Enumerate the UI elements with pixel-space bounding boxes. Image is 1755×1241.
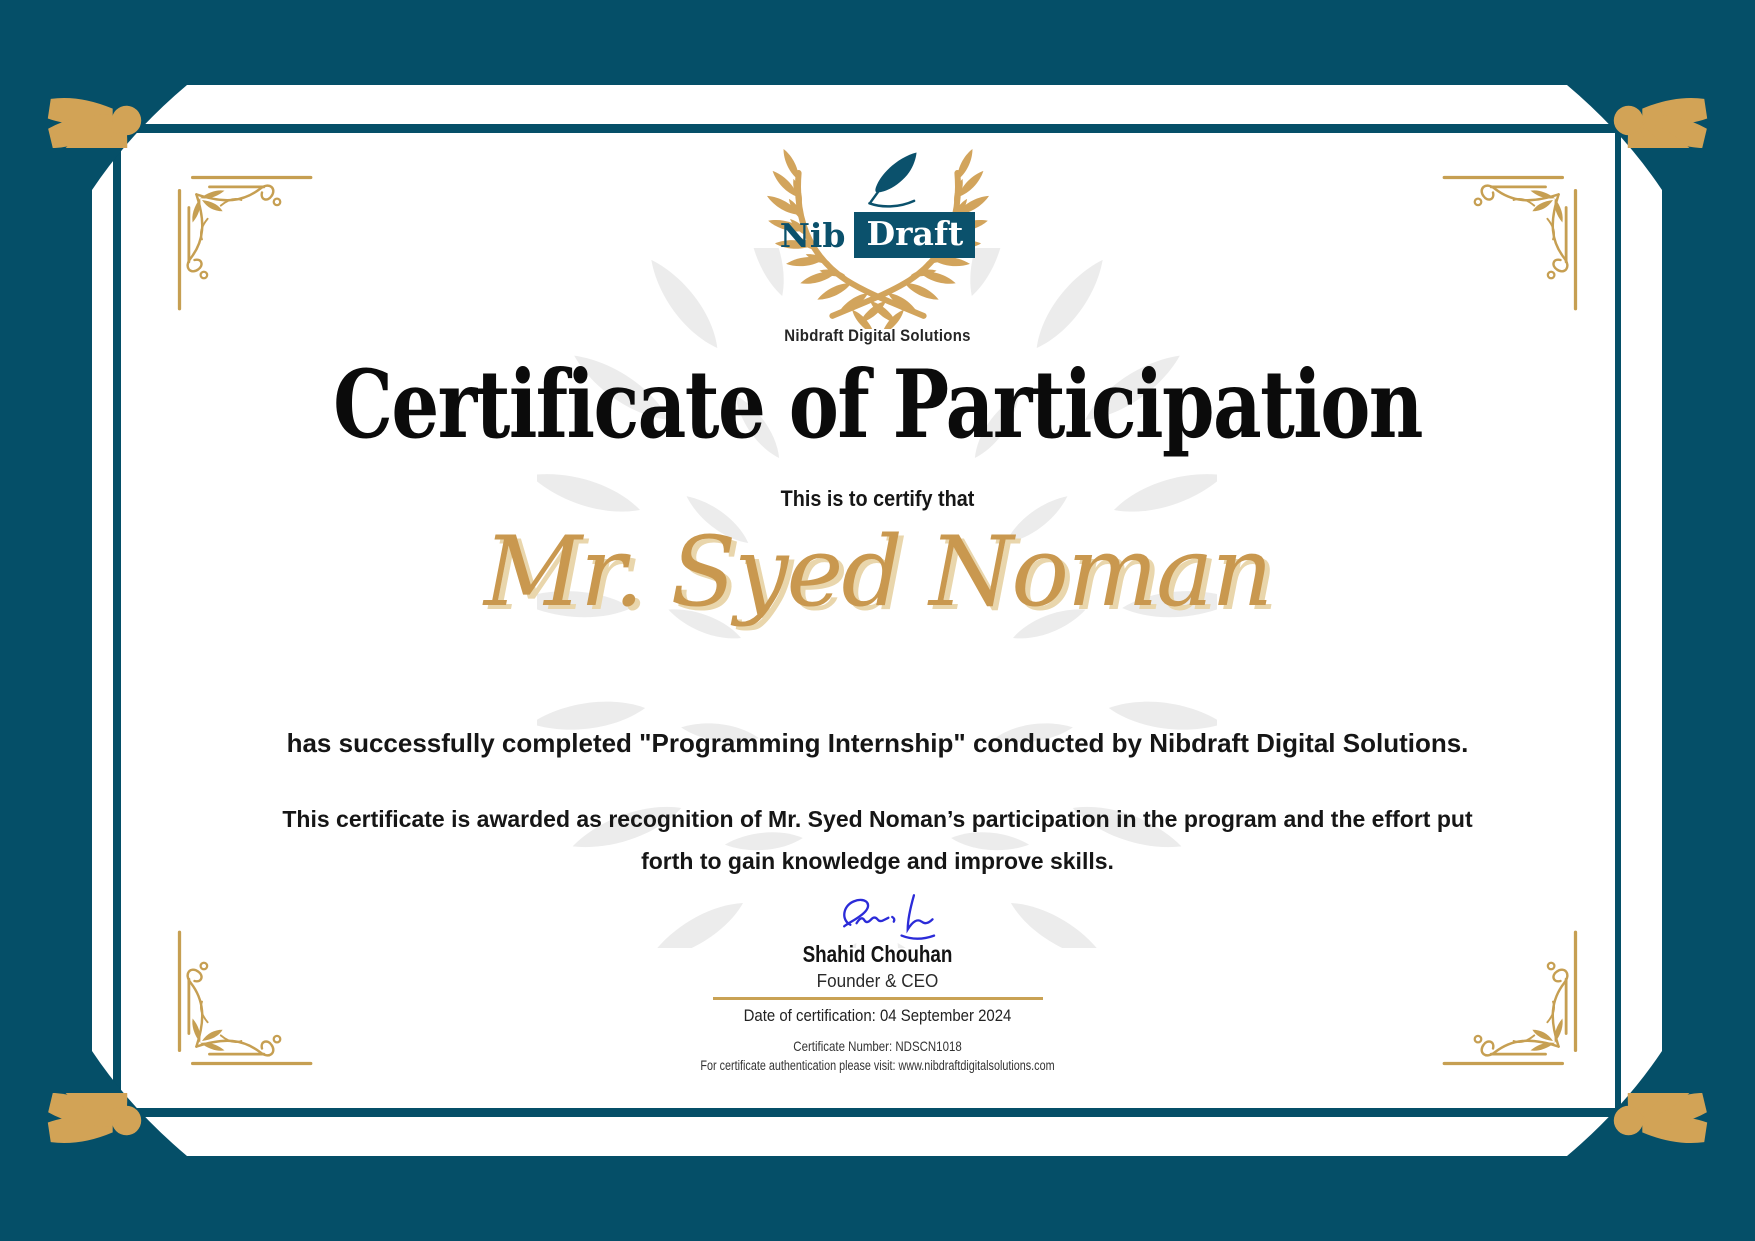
- nibdraft-logo: [0, 212, 1755, 258]
- date-line: Date of certification: 04 September 2024: [743, 1006, 1012, 1025]
- authentication-line: For certificate authentication please visit: www.nibdraftdigitalsolutions.com: [700, 1058, 1055, 1073]
- certificate-title: Certificate of Participation: [333, 350, 1422, 460]
- certificate-number: Certificate Number: NDSCN1018: [793, 1038, 962, 1054]
- completion-line: has successfully completed "Programming Internship" conducted by Nibdraft Digital Solutions.: [286, 728, 1469, 758]
- recognition-paragraph: [0, 798, 1755, 882]
- recognition-line-1: This certificate is awarded as recognition of Mr. Syed Noman’s participation in the program and the effort put: [282, 806, 1473, 832]
- signatory-role: Founder & CEO: [816, 971, 939, 991]
- signature-underline: [713, 997, 1043, 1000]
- organization-name: Nibdraft Digital Solutions: [784, 326, 971, 345]
- quill-feather-icon: [862, 150, 924, 212]
- logo-text-draft: Draft: [854, 212, 975, 258]
- recognition-line-2: forth to gain knowledge and improve skills.: [641, 848, 1114, 874]
- signatory-name: Shahid Chouhan: [802, 941, 953, 967]
- logo-text-nib: Nib: [779, 215, 846, 255]
- certify-line: This is to certify that: [780, 486, 975, 511]
- recipient-name: Mr. Syed Noman: [483, 516, 1272, 628]
- handwritten-signature-icon: [818, 886, 968, 948]
